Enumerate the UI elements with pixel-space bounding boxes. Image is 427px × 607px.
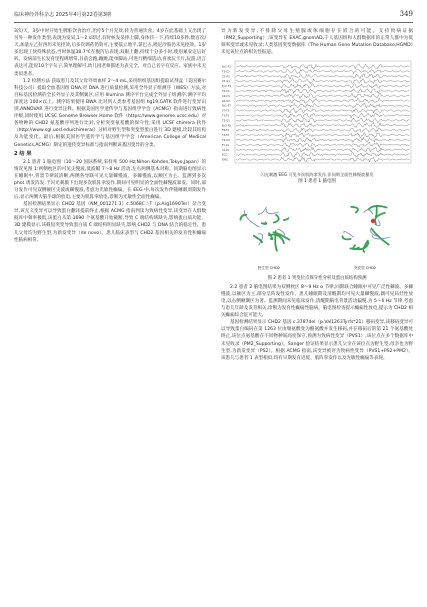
eeg-trace [236,103,410,108]
protein-ribbon [344,231,354,237]
eeg-trace [236,123,410,128]
eeg-channel-label: F4-C4 [222,90,230,94]
eeg-trace [236,69,410,73]
protein-ribbon [284,218,289,220]
figure-1-caption: 图 1 患者 1 脑电图 [298,178,336,184]
results-paragraph-2: 基因检测结果显示 CHD2 基因（NM_001271.3）c.5068C＞T（p.Arg1690Ter）杂合变异,该无义变异可以导致蛋白翻译提前终止,根据 ACMG 指南判读为致病性变异,该变异在人群数据库中频率极低,该蛋白从第 1690 个氨基酸开始截断,导致 C 端结构域缺失,影响蛋白质功能。3D 建模显示,该截短突变导致蛋白质 C 端结构明显缺失,影响 CHD2 与 DNA 结合的稳定性。患儿父母均为野生型,为新发变异（de novo）。患儿临床表型与 CHD2 基因相关的发育性和癫痫性脑病相符。 [14,202,206,243]
eeg-trace [236,99,410,104]
eeg-trace [236,89,410,94]
figure-2-caption: 图 2 患者 1 突变位点保守性分析及蛋白质结构预测 [267,275,367,281]
protein-ribbon [351,207,358,213]
eeg-trace [236,113,410,118]
mutant-label: 突变型 CHD2 [353,265,377,270]
eeg-trace [236,143,410,148]
figure-1-sublabel: 闪光刺激 EEG 可见多次肌阵挛发作,伴同期全面性棘慢波暴发 [260,172,374,178]
intro-paragraph: 3次/天。3岁中时开始生脾脏饮食治疗,治疗5个月无效,转为普通饮食。4岁在此基础上又出现了另外一种发作类型,表现为发呆,1～2 s即过,有时候发呆摔上脚,身体抖一下,持续10多秒,数百次/天,加量左乙拉西坦未见控效,后多次调药仍效可,主要依立地平,氯巴占,唑尼沙胺仍未见控效。1岁多出现工伙特殊状态,当时体温38.7℃在腹泻后表现,双眼上翻,持续十分多小时,使用氟安定后好转。发病前生长发育里程碑增常,目前会跑,蹦跳,能单脚站,可进行精细活动,喜欢玩卡片,玩游,语言表达可,能说10个字句子,简单理解可,幼儿园老师描述为表完全。对自己名字有反应。家族中未无类似患者。 [14,29,206,77]
eeg-trace [236,138,410,143]
protein-ribbon [254,235,262,242]
eeg-channel-label: ECG [222,154,228,158]
eeg-trace [236,79,410,84]
journal-name: 临床神经外科杂志 2025年4月第22卷第3期 [14,12,112,18]
right-column [221,28,413,362]
eeg-channel-label: T6-O2 [222,139,230,143]
eeg-channel-label: F7-T3 [222,109,230,113]
eeg-trace [236,84,410,89]
wildtype-protein-structure [241,207,290,251]
figure-2-protein [221,187,413,282]
eeg-channel-label: Cz-Pz [222,149,230,153]
eeg-channel-label: F8-T4 [222,129,230,133]
protein-ribbon [372,235,389,238]
protein-ribbon [274,215,279,223]
protein-ribbon [258,207,266,214]
eeg-channel-label: F3-C3 [222,70,230,74]
eeg-trace [236,94,410,99]
eeg-trace [236,64,410,69]
eeg-trace [236,148,410,153]
results-paragraph-1: 2.1 患者 1 脑电图（10～20 国际系统,采样率 500 Hz;Nihon Kohden,Tokyo,Japan）的情况见图 1:两侧枕区的可见尖慢波,低波幅 7～8 Hz 活动,左右两侧基本对称。同期脑电图显示在睡眠中,背景节律较清晰,两侧各导联可见大量棘慢波、多棘慢波,以额区为主。监测到多次 phot 诱发阵发,于闪光刺激下出现多次肌阵挛发作,期间可见明显的全面性棘慢波暴发。同时,部分发作可见双侧额区尖波或棘慢波,考虑为光敏性癫痫。在 EEG 中,每次发作伴随睡眠周期发作后,显示两侧大脑半球的放电,主要为肌阵挛放电,诊断为光敏性全面性癫痫。 [14,159,206,201]
results-heading: 2 结 果 [14,150,32,157]
protein-ribbon [376,205,377,216]
eeg-channel-label: Fp1-F7 [222,105,231,109]
right-top-paragraph: 异为新发变异,不排除父母生殖腺或体细胞存在嵌合的可能。支持致病证据（PM2_Supporting）;该变异在 EXAC,gnomAD,千人基因组和人群数据库的正常人群中为低频率变异或未见收录;人类基因突变数据库（The Human Gene Mutation Database,HGMD）未见该位点的相关性报道。 [221,29,413,56]
eeg-trace [236,118,410,123]
protein-ribbon [371,228,388,244]
running-header [14,10,413,23]
results-paragraph-3: 2.2 患者 2 脑电图结果为双侧枕区 8～9 Hz α 节律,同期联合睡眠中可见广泛性棘波、多棘慢波,以额区为主,部分呈阵发性发作。患儿睡眠期及清醒期均可见大量棘慢波,偶可见局灶性放电,以右侧额颞区为著。监测期间未见临床发作,清醒期脑电背景活动偏慢,为 5～6 Hz 节律,考虑与患儿年龄及发育相关,诊断为发育性癫痫性脑病。脑电图检查提示癫痫性放电,提示为 CHD2 相关癫痫综合征可能大。 [221,284,413,319]
eeg-channel-label: C4-P4 [222,95,230,99]
eeg-channel-label: P3-O1 [222,80,230,84]
eeg-channel-label: P4-O2 [222,100,230,104]
eeg-trace-image [221,58,413,168]
protein-ribbon [244,210,259,226]
protein-ribbon [266,209,278,213]
eeg-channel-label: EMG [222,158,228,162]
page-number: 349 [399,10,413,18]
eeg-trace [236,128,410,132]
protein-ribbon [342,236,350,239]
eeg-trace [236,153,410,158]
eeg-trace [236,109,410,114]
protein-structure-image [221,187,413,271]
figure-1-eeg [221,58,413,184]
protein-ribbon [241,214,247,219]
eeg-channel-label: Fp1-F3 [222,65,231,69]
eeg-trace [236,74,410,79]
eeg-channel-label: T3-T5 [222,114,230,118]
left-column [14,28,206,244]
eeg-channel-label: Fp2-F4 [222,85,231,89]
protein-ribbon [262,222,266,223]
eeg-channel-label: C3-P3 [222,75,230,79]
eeg-channel-label: T4-T6 [222,134,230,138]
mutant-protein-structure [342,205,389,251]
eeg-channel-label: Fp2-F8 [222,124,231,128]
mutation-site-marker [371,219,375,223]
eeg-trace [236,133,410,138]
eeg-channel-label: Fz-Cz [222,144,229,148]
methods-paragraph: 1.2 检测方法 获取患儿及其父母外周血样 2～4 mL,采用组织基因组提取试剂盒（美国赛尔科技公司）提取全血基因组 DNA,对 DNA 进行质量检测,采用全外显子组测序（WES）方法,对目标基因检测的全长外显子及其侧翼区,应用 Illumina 测序平台完成全外显子组测序,测序平均深度达 100×以上。测序结果使用 BWA 比对到人类参考基因组 hg19,GATK 软件进行变异识别,ANNOVAR 进行变异注释。根据美国医学遗传学与基因组学学会（ACMG）指南进行致病性评级,同时使用 UCSC Genome Browser Home 软件（https://www.genome.ucsc.edu）对各物种的 CHD2 氨基酸序列进行比对,分析突变氨基酸的保守性;采用 UCSF chimera 软件（http://www.cgl.ucsf.edu/chimera/）分析对野生型和突变型蛋白进行 3D 建模,比较其结构及功能变化。最后,根据美国医学遗传学与基因组学学会（American College of Medical Genetics,ACMG）制定的遗传变异标准与指南判断该基因变异的分类。 [14,78,206,148]
wildtype-label: 野生型 CHD2 [257,265,281,270]
protein-ribbon [364,210,373,214]
eeg-channel-label: T5-O1 [222,119,230,123]
results-paragraph-4: 基因检测结果显示 CHD2 基因 c.3787del（p.Val1263Tyrfs*21）移码变异,该移码变异可以导致蛋白编码在第 1263 位由缬氨酸变为酪氨酸并发生移码,并在移码后的第 21 个氨基酸处终止,该位点氨基酸在不同物种间高度保守,预测为致病性变异（PVS1）,该位点在多个数据库中未见收录（PM2_Supporting）。Sanger 验证结果显示患儿父亲在该位点为野生型,母亲也为野生型,为新发变异（PS2）。根据 ACMG 指南,该变异被评为致病性变异（PVS1+PS2+PM2）。该患儿与患者 1 表型相似,均有早期发育迟缓、肌阵挛发作以及光敏性癫痫等表现。 [221,320,413,361]
eeg-trace [236,158,410,163]
